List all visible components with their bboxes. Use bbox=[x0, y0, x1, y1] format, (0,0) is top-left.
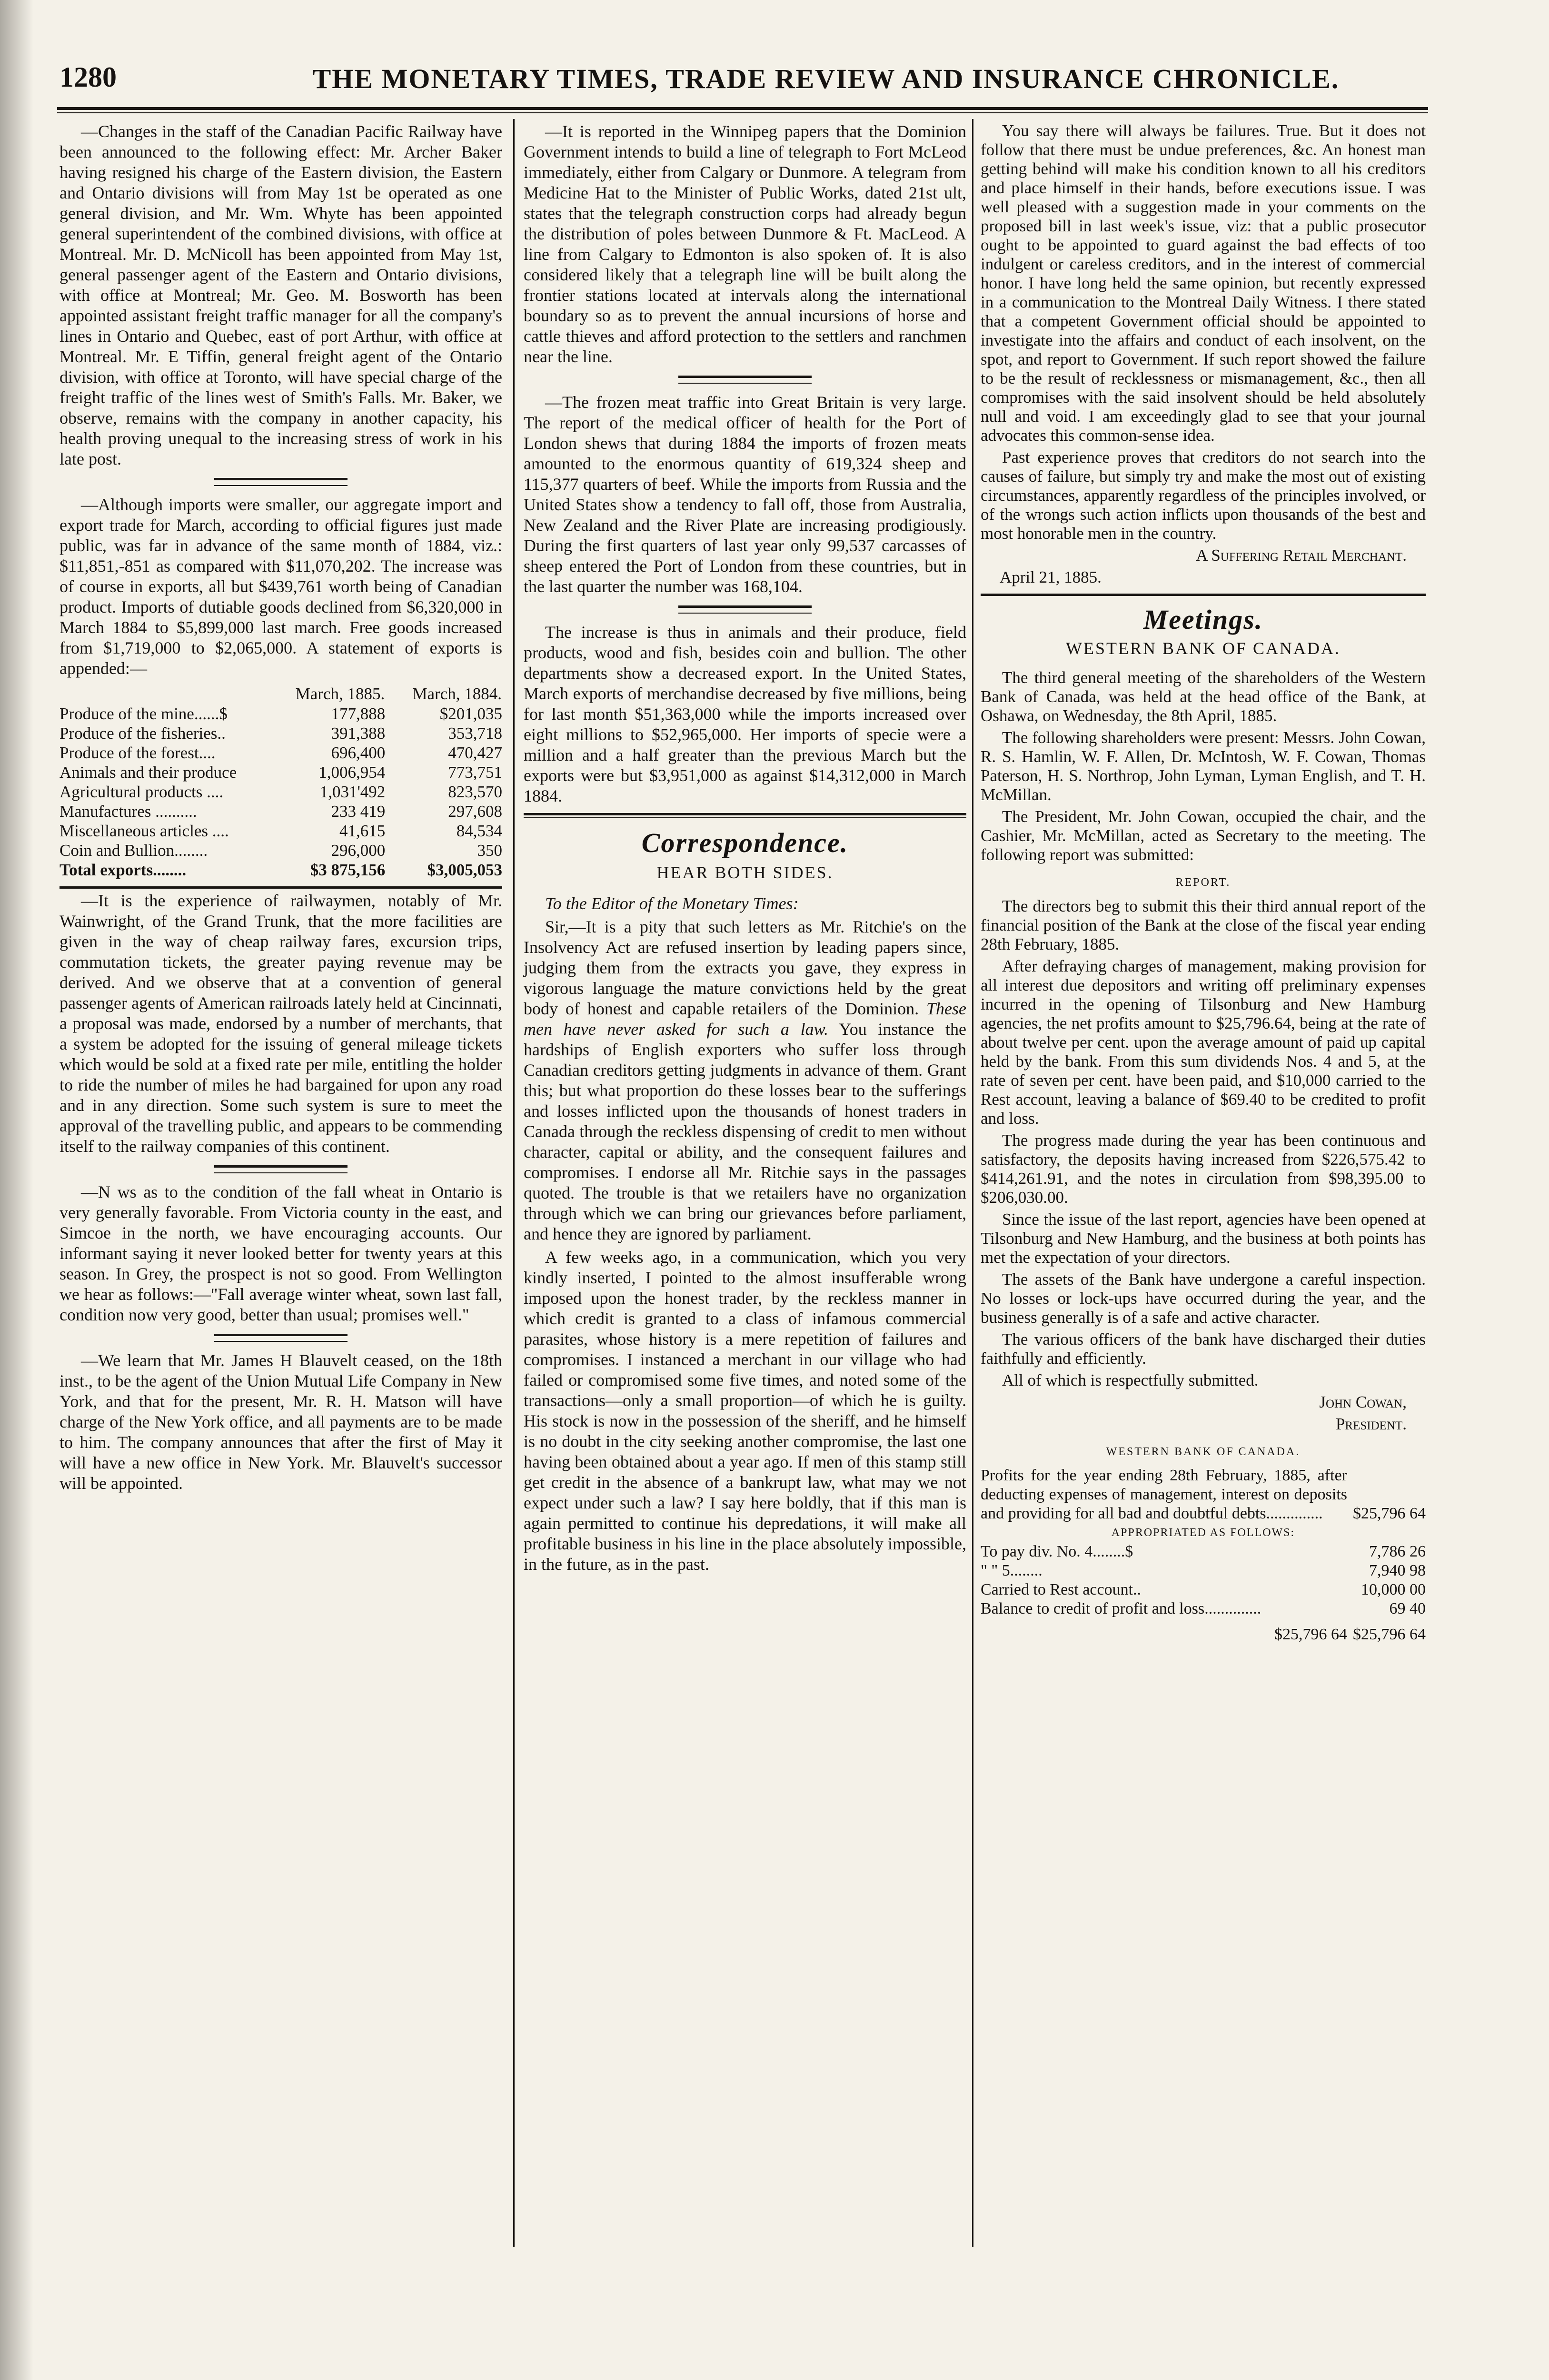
letter-paragraph-4: Past experience proves that creditors do not search into the causes of failure, but simply try and make the most out of existing circumstances, apparently regardless of the principles involved, or of the wrongs such action inflicts upon thousands of the best and most honorable men in the country. bbox=[981, 448, 1426, 543]
meetings-heading: Meetings. bbox=[1143, 604, 1263, 635]
separator bbox=[214, 1165, 348, 1173]
column-1 bbox=[60, 121, 502, 1497]
rule bbox=[60, 886, 502, 889]
exports-table bbox=[60, 684, 502, 880]
rule-thin bbox=[524, 817, 966, 818]
western-bank-heading: WESTERN BANK OF CANADA. bbox=[1065, 639, 1340, 658]
letter-paragraph-2: A few weeks ago, in a communication, which you very kindly inserted, I pointed to the almost insufferable wrong imposed upon the honest trader, by the reckless manner in which credit is granted to a class of infamous commercial parasites, whose history is a mere repetition of failures and compromises. I instanced a merchant in our village who had failed or compromised some five times, and noted some of the transactions—only a small proportion—of which he is guilty. His stock is now in the possession of the sheriff, and he himself is no doubt in the city seeking another compromise, the last one having been obtained about a year ago. If men of this stamp still get credit in the absence of a bankrupt law, what may we not expect under such a law? I say here boldly, that if this man is again permitted to continue his depredations, it will make all profitable business in his line in the place absolutely impossible, in the future, as in the past. bbox=[524, 1248, 966, 1574]
separator bbox=[214, 478, 348, 486]
meeting-paragraph-2: The following shareholders were present: Messrs. John Cowan, R. S. Hamlin, W. F. Allen, Dr. McIntosh, W. F. Cowan, Thomas Paterson, H. S. Northrop, John Lyman, Lyman English, and T. H. McMillan. bbox=[981, 728, 1426, 804]
profit-total-row: $25,796 64 $25,796 64 bbox=[1274, 1626, 1426, 1643]
table-row: Miscellaneous articles .... 41,615 84,534 bbox=[60, 822, 502, 840]
president-title: President. bbox=[1335, 1415, 1407, 1433]
blauvelt-paragraph: —We learn that Mr. James H Blauvelt ceased, on the 18th inst., to be the agent of the Union Mutual Life Company in New York, and that for the present, Mr. R. H. Matson will have charge of the New York office, and all payments are to be made to him. The company announces that after the first of May it will have a new office in New York. Mr. Blauvelt's successor will be appointed. bbox=[60, 1351, 502, 1493]
table-row: To pay div. No. 4........$ 7,786 26 bbox=[981, 1543, 1426, 1560]
separator bbox=[214, 1334, 348, 1342]
report-paragraph-6: The various officers of the bank have discharged their duties faithfully and efficiently. bbox=[981, 1330, 1426, 1368]
report-paragraph-2: After defraying charges of management, making provision for all interest due depositors and writing off preliminary expenses incurred in the opening of Tilsonburg and New Hamburg agencies, the net profits amount to $25,796.64, being at the rate of about twelve per cent. upon the average amount of paid up capital held by the bank. From this sum dividends Nos. 4 and 5, at the rate of seven per cent. have been paid, and $10,000 carried to the Rest account, leaving a balance of $69.40 to be credited to profit and loss. bbox=[981, 957, 1426, 1128]
table-row: Produce of the forest.... 696,400 470,427 bbox=[60, 744, 502, 762]
correspondence-heading: Correspondence. bbox=[641, 827, 849, 858]
separator bbox=[678, 605, 812, 614]
table-row: Carried to Rest account.. 10,000 00 bbox=[981, 1581, 1426, 1598]
report-paragraph-1: The directors beg to submit this their third annual report of the financial position of the Bank at the close of the fiscal year ending 28th February, 1885. bbox=[981, 897, 1426, 953]
report-heading: REPORT. bbox=[1175, 876, 1231, 889]
page-header bbox=[60, 57, 1450, 100]
salutation: To the Editor of the Monetary Times: bbox=[545, 894, 799, 913]
rule bbox=[981, 594, 1426, 596]
meeting-paragraph-3: The President, Mr. John Cowan, occupied the chair, and the Cashier, Mr. McMillan, acted as Secretary to the meeting. The following report was submitted: bbox=[981, 807, 1426, 864]
exports-col-1884: March, 1884. bbox=[412, 684, 502, 703]
table-row: Manufactures .......... 233 419 297,608 bbox=[60, 802, 502, 821]
header-rule-thin bbox=[57, 112, 1428, 113]
separator bbox=[678, 376, 812, 384]
telegraph-paragraph: —It is reported in the Winnipeg papers that the Dominion Government intends to build a line of telegraph to Fort McLeod immediately, either from Calgary or Dunmore. A telegram from Medicine Hat to the Minister of Public Works, dated 21st ult, states that the telegraph construction corps had already begun the distribution of poles between Dunmore & Ft. MacLeod. A line from Calgary to Edmonton is also spoken of. It is also considered likely that a telegraph line will be built along the frontier stations located at intervals along the international boundary so as to prevent the annual incursions of horse and cattle thieves and afford protection to the settlers and ranchmen near the line. bbox=[524, 122, 966, 366]
cpr-staff-paragraph: —Changes in the staff of the Canadian Pacific Railway have been announced to the following effect: Mr. Archer Baker having resigned his charge of the Eastern division, the Eastern and Ontario divisions will from May 1st be operated as one general division, and Mr. Wm. Whyte has been appointed general superintendent of the combined divisions, with office at Montreal. Mr. D. McNicoll has been appointed from May 1st, general passenger agent of the Eastern and Ontario divisions, with office at Montreal; Mr. Geo. M. Bosworth has been appointed assistant freight traffic manager for all the company's lines in Ontario and Quebec, east of port Arthur, with office at Montreal. Mr. E Tiffin, general freight agent of the Ontario division, with office at Toronto, will have special charge of the freight traffic of the lines west of Smith's Falls. Mr. Baker, we observe, remains with the company in another capacity, his health proving unequal to the increasing stress of work in his late post. bbox=[60, 122, 502, 468]
letter-paragraph-3: You say there will always be failures. True. But it does not follow that there must be undue preferences, &c. An honest man getting behind will make his condition known to all his creditors and place himself in their hands, before executions issue. I was well pleased with a suggestion made in your comments on the proposed bill in last week's issue, viz: that a public prosecutor ought to be appointed to guard against the bad effects of too indulgent or careless creditors, and in the interest of commercial honor. I have long held the same opinion, but recently expressed in a communication to the Montreal Daily Witness. I there stated that a competent Government official should be appointed to investigate into the affairs and conduct of each insolvent, on the spot, and report to Government. If such report showed the failure to be the result of recklessness or mismanagement, &c., then all compromises with the said insolvent should be held absolutely null and void. I am exceedingly glad to see that your journal advocates this common-sense idea. bbox=[981, 121, 1426, 445]
trade-march-paragraph: —Although imports were smaller, our aggregate import and export trade for March, according to official figures just made public, was far in advance of the same month of 1884, viz.: $11,851,-851 as compared with $11,070,202. The increase was of course in exports, all but $439,761 worth being of Canadian product. Imports of dutiable goods declined from $6,320,000 in March 1884 to $5,899,000 last march. Free goods increased from $1,719,000 to $2,065,000. A statement of exports is appended:— bbox=[60, 495, 502, 678]
table-row: Coin and Bullion........ 296,000 350 bbox=[60, 841, 502, 860]
header-rule bbox=[57, 107, 1428, 110]
report-paragraph-4: Since the issue of the last report, agencies have been opened at Tilsonburg and New Hamburg, and the business at both points has met the expectation of your directors. bbox=[981, 1210, 1426, 1267]
table-row: Produce of the mine......$ 177,888 $201,035 bbox=[60, 704, 502, 723]
profit-statement bbox=[981, 1466, 1426, 1644]
statement-heading: WESTERN BANK OF CANADA. bbox=[1106, 1446, 1301, 1458]
exports-total-row: Total exports........ $3 875,156 $3,005,053 bbox=[60, 861, 502, 879]
letter-signature: A Suffering Retail Merchant. bbox=[1196, 546, 1407, 565]
exports-table-header bbox=[60, 684, 502, 704]
meeting-paragraph-1: The third general meeting of the shareholders of the Western Bank of Canada, was held at the head office of the Bank, at Oshawa, on Wednesday, the 8th April, 1885. bbox=[981, 668, 1426, 725]
report-paragraph-7: All of which is respectfully submitted. bbox=[1002, 1371, 1259, 1389]
table-row: " " 5........ 7,940 98 bbox=[981, 1562, 1426, 1579]
table-row: APPROPRIATED AS FOLLOWS: bbox=[1111, 1527, 1295, 1539]
hear-both-sides-heading: HEAR BOTH SIDES. bbox=[656, 863, 834, 882]
letter-date: April 21, 1885. bbox=[1000, 568, 1102, 586]
letter-paragraph-1: Sir,—It is a pity that such letters as Mr. Ritchie's on the Insolvency Act are refused insertion by leading papers since, judging them from the extracts you gave, they express in vigorous language the mature convictions held by the great body of honest and capable retailers of the Dominion. These men have never asked for such a law. You instance the hardships of English exporters who suffer loss through Canadian creditors getting judgments in advance of them. Grant this; but what proportion do these losses bear to the sufferings and losses inflicted upon the thousands of honest traders in Canada through the reckless dispensing of credit to men without character, capital or ability, and the consequent failures and compromises. I endorse all Mr. Ritchie says in the passages quoted. The trouble is that we retailers have no organization through which we can bring our grievances before parliament, and hence they are ignored by parliament. bbox=[524, 917, 967, 1243]
exports-increase-paragraph: The increase is thus in animals and their produce, field products, wood and fish, besides coin and bullion. The other departments show a decreased export. In the United States, March exports of merchandise decreased by five millions, being for last month $51,363,000 while the imports increased over eight millions to $52,965,000. Her imports of specie were a million and a half greater than the previous March but the exports were but $3,951,000 as against $14,312,000 in March 1884. bbox=[524, 623, 966, 805]
column-2 bbox=[524, 121, 966, 1577]
running-head: THE MONETARY TIMES, TRADE REVIEW AND INSURANCE CHRONICLE. bbox=[312, 63, 1340, 94]
rule bbox=[524, 813, 966, 815]
report-paragraph-5: The assets of the Bank have undergone a careful inspection. No losses or lock-ups have occurred during the year, and the business generally is of a safe and active character. bbox=[981, 1270, 1426, 1327]
fall-wheat-paragraph: —N ws as to the condition of the fall wheat in Ontario is very generally favorable. From Victoria county in the east, and Simcoe in the north, we have encouraging accounts. Our informant saying it never looked better for twenty years at this season. In Grey, the prospect is not so good. From Wellington we hear as follows:—"Fall average winter wheat, sown last fall, condition now very good, better than usual; promises well." bbox=[60, 1182, 502, 1324]
table-row: Produce of the fisheries.. 391,388 353,718 bbox=[60, 724, 502, 743]
column-rule-2 bbox=[972, 119, 973, 2247]
table-row: Animals and their produce 1,006,954 773,751 bbox=[60, 763, 502, 782]
exports-col-1885: March, 1885. bbox=[295, 684, 385, 703]
report-paragraph-3: The progress made during the year has been continuous and satisfactory, the deposits having increased from $226,575.42 to $414,261.91, and the notes in circulation from $98,395.00 to $206,030.00. bbox=[981, 1131, 1426, 1207]
railway-fares-paragraph: —It is the experience of railwaymen, notably of Mr. Wainwright, of the Grand Trunk, that the more facilities are given in the way of cheap railway fares, excursion trips, commutation tickets, the greater paying revenue may be derived. And we observe that at a convention of general passenger agents of American railroads lately held at Cincinnati, a proposal was made, endorsed by a number of merchants, that a system be adopted for the issuing of general mileage tickets which would be sold at a fixed rate per mile, entitling the holder to ride the number of miles he had bargained for upon any road and in any direction. Some such system is sure to meet the approval of the travelling public, and appears to be commending itself to the railway companies of this continent. bbox=[60, 891, 502, 1156]
binding-shadow bbox=[0, 0, 33, 2380]
table-row: Profits for the year ending 28th February, 1885, after deducting expenses of management, interest on deposits and providing for all bad and doubtful debts.............. $25,796 64 bbox=[981, 1467, 1426, 1522]
column-rule-1 bbox=[513, 119, 515, 2247]
table-row: Agricultural products .... 1,031'492 823,570 bbox=[60, 783, 502, 801]
column-3 bbox=[981, 121, 1426, 1644]
table-row: Balance to credit of profit and loss.............. 69 40 bbox=[981, 1600, 1426, 1617]
frozen-meat-paragraph: —The frozen meat traffic into Great Britain is very large. The report of the medical officer of health for the Port of London shews that during 1884 the imports of frozen meats amounted to the enormous quantity of 619,324 sheep and 115,377 quarters of beef. While the imports from Russia and the United States show a tendency to fall off, those from Australia, New Zealand and the River Plate are increasing prodigiously. During the first quarters of last year only 99,537 carcasses of sheep entered the Port of London from these countries, but in the last quarter the number was 168,104. bbox=[524, 393, 966, 596]
president-name: John Cowan, bbox=[1319, 1393, 1407, 1411]
page-number: 1280 bbox=[60, 61, 117, 93]
